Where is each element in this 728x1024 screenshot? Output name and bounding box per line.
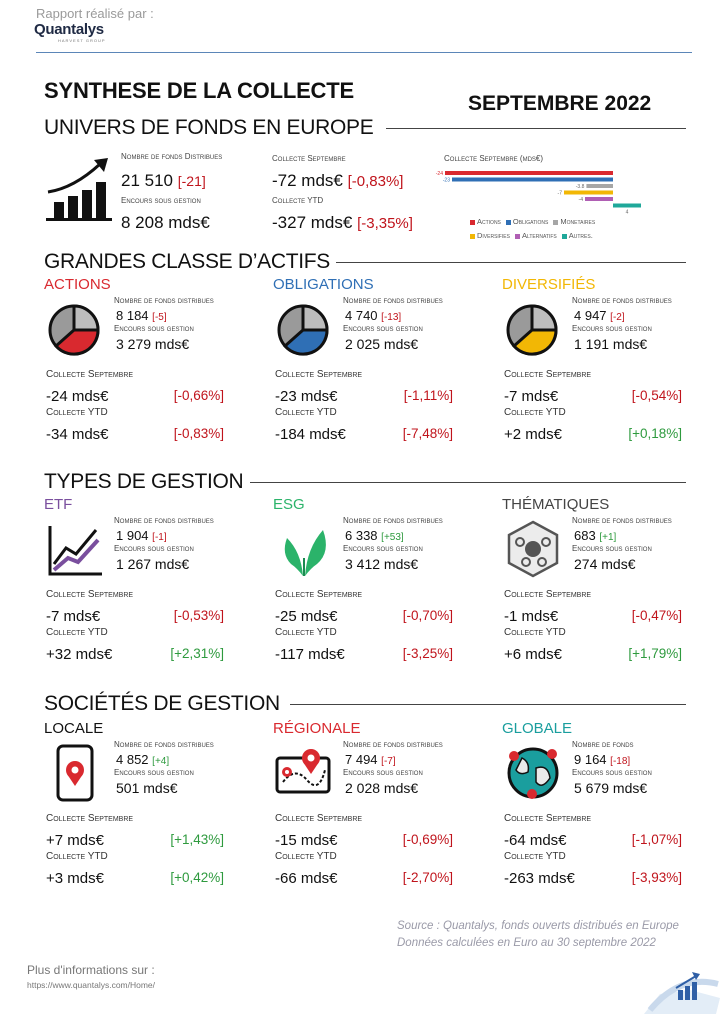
univers-ytd-row: [272, 213, 413, 233]
ytd-value: +32 mds€: [46, 646, 113, 663]
cs-value: -7 mds€: [46, 608, 101, 625]
bar-diversifies: [564, 191, 613, 195]
ytd-label: Collecte YTD: [46, 407, 108, 418]
ytd-delta: [+1,79%]: [628, 646, 682, 661]
nb-delta: [-1]: [152, 532, 167, 543]
ytd-label: Collecte YTD: [275, 407, 337, 418]
ytd-delta: [+2,31%]: [170, 646, 224, 661]
section-divider: [290, 704, 686, 705]
block-title-obligations: OBLIGATIONS: [273, 276, 374, 293]
cs-label: Collecte Septembre: [46, 589, 134, 600]
globe-icon: [502, 742, 564, 804]
univers-nb-label: Nombre de fonds Distribues: [121, 152, 223, 161]
nb-label: Nombre de fonds distribues: [572, 296, 672, 305]
chart-title: Collecte Septembre (mds€): [444, 154, 544, 163]
univers-nb-value: 21 510: [121, 171, 173, 190]
nb-label: Nombre de fonds distribues: [114, 296, 214, 305]
bar-alternatifs: [585, 197, 613, 201]
cs-label: Collecte Septembre: [275, 369, 363, 380]
legend-item: [470, 231, 510, 240]
pie-chart-icon: [273, 298, 335, 360]
nb-delta: [-13]: [381, 312, 402, 323]
cs-value: -24 mds€: [46, 388, 109, 405]
ytd-delta: [-7,48%]: [402, 426, 453, 441]
enc-label: Encours sous gestion: [114, 544, 194, 553]
map-route-icon: [273, 742, 335, 804]
leaf-icon: [273, 518, 335, 580]
nb-value: 4 740: [345, 308, 378, 323]
bar-actions: [445, 171, 613, 175]
nb-row: [345, 308, 401, 323]
nb-row: [574, 752, 630, 767]
bar-label: -3.8: [575, 183, 585, 190]
logo-subtitle: HARVEST GROUP: [58, 38, 106, 43]
enc-label: Encours sous gestion: [572, 768, 652, 777]
section-divider: [336, 262, 686, 263]
nb-label: Nombre de fonds distribues: [114, 740, 214, 749]
legend-row: [470, 214, 650, 228]
legend-swatch: [506, 220, 511, 225]
cs-delta: [-0,53%]: [173, 608, 224, 623]
bar-autres: [613, 204, 641, 208]
enc-value: 274 mds€: [574, 556, 636, 572]
ytd-value: +3 mds€: [46, 870, 104, 887]
univers-cs-row: [272, 171, 403, 191]
univers-nb-row: [121, 171, 206, 191]
quantalys-logo: Quantalys: [34, 21, 104, 38]
enc-label: Encours sous gestion: [343, 544, 423, 553]
legend-label: Actions: [477, 217, 501, 226]
bar-label: -7: [557, 190, 562, 197]
block-title-etf: ETF: [44, 496, 73, 513]
legend-item: [515, 231, 557, 240]
legend-swatch: [515, 234, 520, 239]
nb-value: 7 494: [345, 752, 378, 767]
univers-enc-value: 8 208 mds€: [121, 213, 210, 232]
block-title-globale: GLOBALE: [502, 720, 573, 737]
enc-value: 3 279 mds€: [116, 336, 190, 352]
cs-value: -7 mds€: [504, 388, 559, 405]
cs-value: -15 mds€: [275, 832, 338, 849]
ytd-delta: [-3,93%]: [631, 870, 682, 885]
hexagon-theme-icon: [502, 518, 564, 580]
legend-item: [470, 217, 501, 226]
nb-label: Nombre de fonds distribues: [343, 516, 443, 525]
univers-cs-label: Collecte Septembre: [272, 154, 346, 163]
nb-label: Nombre de fonds distribues: [572, 516, 672, 525]
pie-chart-icon: [502, 298, 564, 360]
nb-label: Nombre de fonds: [572, 740, 634, 749]
header-divider: [36, 52, 692, 53]
cs-value: -23 mds€: [275, 388, 338, 405]
corner-chart-icon: [640, 954, 724, 1018]
report-month: SEPTEMBRE 2022: [468, 92, 652, 115]
univers-cs-delta: [-0,83%]: [347, 173, 404, 190]
cs-delta: [-0,66%]: [173, 388, 224, 403]
ytd-label: Collecte YTD: [46, 851, 108, 862]
nb-label: Nombre de fonds distribues: [343, 740, 443, 749]
legend-item: [562, 231, 593, 240]
legend-row: [470, 228, 650, 242]
ytd-value: -117 mds€: [275, 646, 345, 663]
cs-label: Collecte Septembre: [275, 589, 363, 600]
cs-delta: [+1,43%]: [170, 832, 224, 847]
map-pin-phone-icon: [44, 742, 106, 804]
ytd-value: -66 mds€: [275, 870, 338, 887]
growth-chart-icon: [44, 158, 114, 226]
nb-row: [345, 752, 396, 767]
ytd-label: Collecte YTD: [504, 627, 566, 638]
cs-label: Collecte Septembre: [504, 813, 592, 824]
enc-value: 3 412 mds€: [345, 556, 419, 572]
enc-value: 501 mds€: [116, 780, 178, 796]
block-title-actions: ACTIONS: [44, 276, 111, 293]
block-title-esg: ESG: [273, 496, 305, 513]
enc-value: 5 679 mds€: [574, 780, 648, 796]
legend-label: Monetaires: [560, 217, 596, 226]
cs-value: -25 mds€: [275, 608, 338, 625]
ytd-label: Collecte YTD: [275, 851, 337, 862]
bar-label: -23: [442, 177, 450, 184]
ytd-value: -34 mds€: [46, 426, 109, 443]
block-title-diversifies: DIVERSIFIÉS: [502, 276, 596, 293]
cs-value: -64 mds€: [504, 832, 567, 849]
ytd-delta: [-0,83%]: [173, 426, 224, 441]
section-divider: [250, 482, 686, 483]
nb-value: 4 852: [116, 752, 149, 767]
enc-value: 1 191 mds€: [574, 336, 648, 352]
enc-value: 1 267 mds€: [116, 556, 190, 572]
collecte-bar-chart: [435, 166, 670, 216]
cs-label: Collecte Septembre: [275, 813, 363, 824]
ytd-delta: [+0,42%]: [170, 870, 224, 885]
cs-value: -1 mds€: [504, 608, 559, 625]
ytd-value: -184 mds€: [275, 426, 346, 443]
legend-item: [553, 217, 595, 226]
nb-delta: [+53]: [381, 532, 404, 543]
nb-row: [116, 308, 167, 323]
ytd-delta: [+0,18%]: [628, 426, 682, 441]
nb-value: 8 184: [116, 308, 149, 323]
ytd-label: Collecte YTD: [275, 627, 337, 638]
enc-label: Encours sous gestion: [343, 768, 423, 777]
nb-delta: [+1]: [599, 532, 617, 543]
nb-delta: [-2]: [610, 312, 625, 323]
legend-label: Autres.: [568, 231, 593, 240]
page-title: SYNTHESE DE LA COLLECTE: [44, 78, 354, 103]
source-note: [397, 918, 679, 952]
legend-swatch: [562, 234, 567, 239]
cs-label: Collecte Septembre: [46, 813, 134, 824]
enc-label: Encours sous gestion: [572, 324, 652, 333]
cs-delta: [-0,69%]: [402, 832, 453, 847]
enc-label: Encours sous gestion: [343, 324, 423, 333]
block-title-locale: LOCALE: [44, 720, 104, 737]
nb-delta: [-7]: [381, 756, 396, 767]
section-divider: [386, 128, 686, 129]
legend-label: Alternatifs: [521, 231, 557, 240]
ytd-value: +6 mds€: [504, 646, 562, 663]
nb-row: [345, 528, 404, 543]
bar-monetaires: [586, 184, 613, 188]
univers-enc-label: Encours sous gestion: [121, 196, 201, 205]
univers-ytd-value: -327 mds€: [272, 213, 353, 232]
nb-row: [574, 308, 625, 323]
univers-cs-value: -72 mds€: [272, 171, 343, 190]
ytd-label: Collecte YTD: [504, 851, 566, 862]
cs-delta: [-0,70%]: [402, 608, 453, 623]
nb-delta: [-5]: [152, 312, 167, 323]
chart-legend: [470, 214, 650, 242]
legend-label: Obligations: [512, 217, 549, 226]
enc-label: Encours sous gestion: [572, 544, 652, 553]
nb-value: 683: [574, 528, 596, 543]
nb-row: [574, 528, 616, 543]
nb-value: 9 164: [574, 752, 607, 767]
cs-value: +7 mds€: [46, 832, 104, 849]
nb-delta: [-18]: [610, 756, 631, 767]
cs-label: Collecte Septembre: [504, 369, 592, 380]
section-title-classes: GRANDES CLASSE D’ACTIFS: [44, 250, 330, 273]
nb-value: 4 947: [574, 308, 607, 323]
pie-chart-icon: [44, 298, 106, 360]
line-chart-icon: [44, 518, 106, 580]
cs-delta: [-0,54%]: [631, 388, 682, 403]
legend-swatch: [553, 220, 558, 225]
enc-label: Encours sous gestion: [114, 768, 194, 777]
ytd-label: Collecte YTD: [504, 407, 566, 418]
enc-label: Encours sous gestion: [114, 324, 194, 333]
nb-label: Nombre de fonds distribues: [114, 516, 214, 525]
nb-row: [116, 752, 169, 767]
block-title-thematiques: THÉMATIQUES: [502, 496, 610, 513]
ytd-delta: [-3,25%]: [402, 646, 453, 661]
legend-label: Diversifies: [477, 231, 510, 240]
ytd-value: -263 mds€: [504, 870, 575, 887]
univers-nb-delta: [-21]: [177, 173, 206, 189]
nb-row: [116, 528, 167, 543]
cs-delta: [-0,47%]: [631, 608, 682, 623]
enc-value: 2 028 mds€: [345, 780, 419, 796]
more-info-label: Plus d'informations sur :: [27, 963, 155, 977]
cs-label: Collecte Septembre: [46, 369, 134, 380]
bar-label: 4: [625, 209, 629, 216]
nb-label: Nombre de fonds distribues: [343, 296, 443, 305]
bar-label: -24: [435, 170, 443, 177]
nb-value: 1 904: [116, 528, 149, 543]
website-link[interactable]: https://www.quantalys.com/Home/: [27, 980, 156, 990]
section-title-societes: SOCIÉTÉS DE GESTION: [44, 692, 280, 715]
nb-value: 6 338: [345, 528, 378, 543]
section-title-gestion: TYPES DE GESTION: [44, 470, 244, 493]
cs-delta: [-1,11%]: [403, 388, 453, 403]
cs-delta: [-1,07%]: [631, 832, 682, 847]
block-title-regionale: RÉGIONALE: [273, 720, 361, 737]
legend-swatch: [470, 234, 475, 239]
bar-obligations: [452, 178, 613, 182]
bar-label: -4: [578, 196, 583, 203]
legend-item: [506, 217, 548, 226]
cs-label: Collecte Septembre: [504, 589, 592, 600]
legend-swatch: [470, 220, 475, 225]
univers-ytd-label: Collecte YTD: [272, 196, 324, 205]
ytd-value: +2 mds€: [504, 426, 562, 443]
ytd-label: Collecte YTD: [46, 627, 108, 638]
source-line-2: Données calculées en Euro au 30 septembre 2022: [397, 937, 656, 949]
enc-value: 2 025 mds€: [345, 336, 419, 352]
source-line-1: Source : Quantalys, fonds ouverts distribués en Europe: [397, 920, 679, 932]
nb-delta: [+4]: [152, 756, 170, 767]
report-by-label: Rapport réalisé par :: [36, 6, 154, 21]
univers-ytd-delta: [-3,35%]: [357, 215, 413, 232]
ytd-delta: [-2,70%]: [402, 870, 453, 885]
section-title-univers: UNIVERS DE FONDS EN EUROPE: [44, 116, 374, 139]
